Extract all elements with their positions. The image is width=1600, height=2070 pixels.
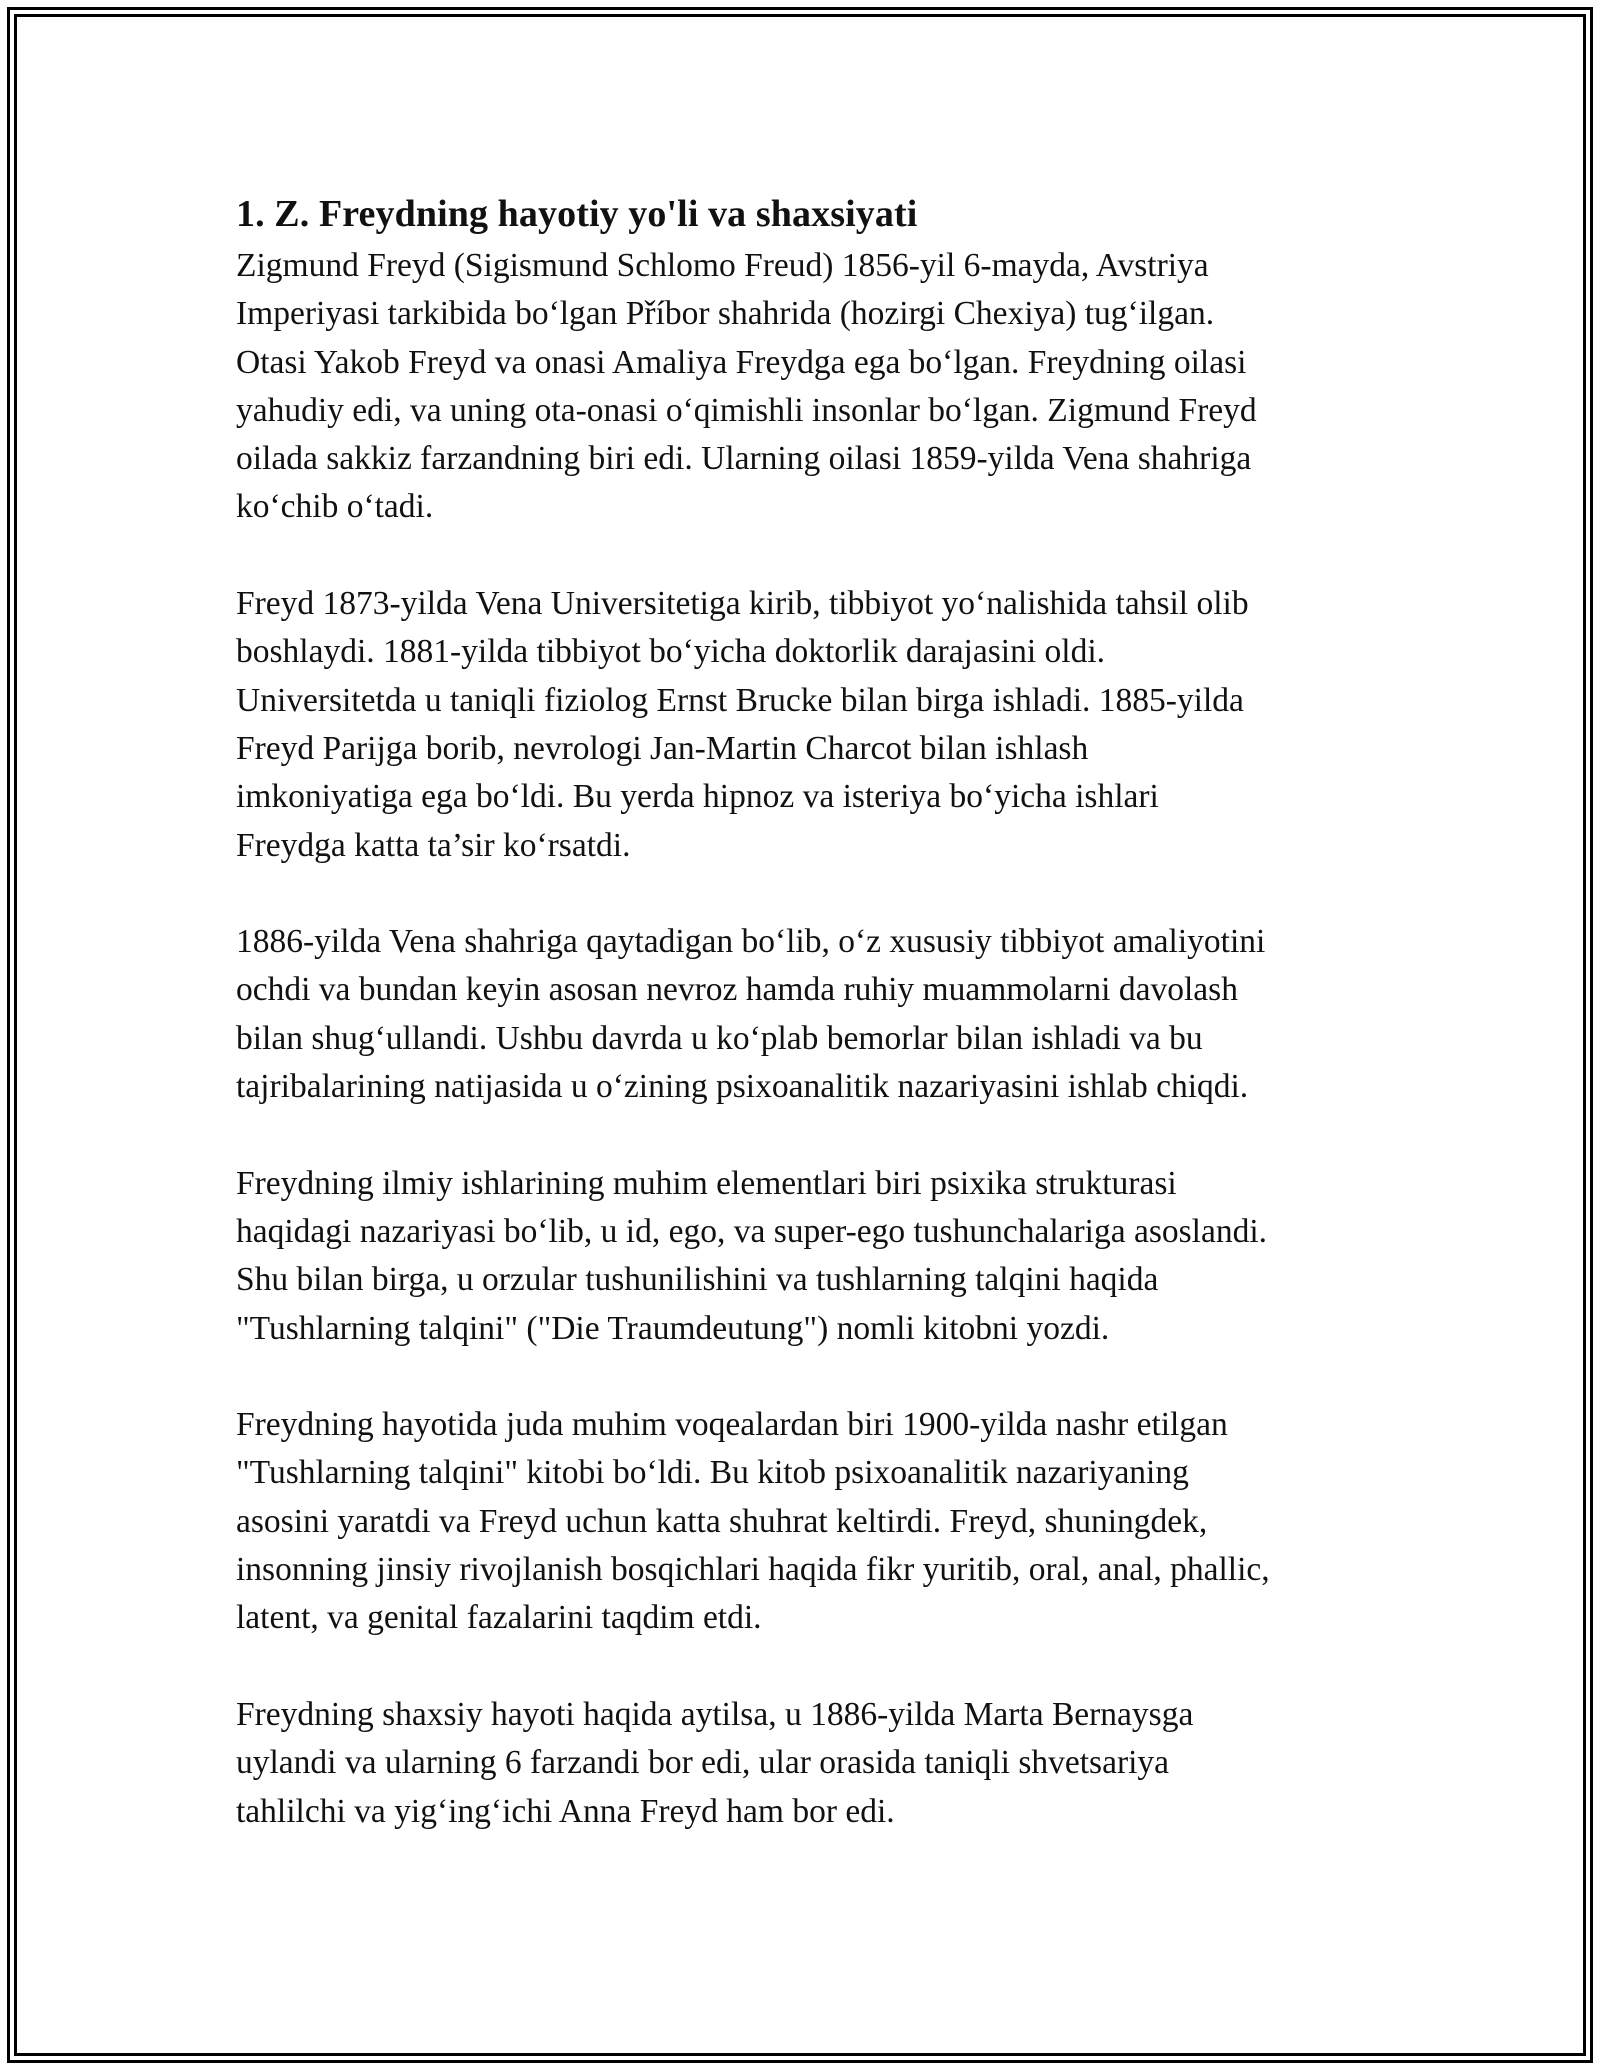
section-heading: 1. Z. Freydning hayotiy yo'li va shaxsiyati: [236, 193, 918, 235]
paragraph-line: Freydning ilmiy ishlarining muhim elementlari biri psixika strukturasi: [236, 1164, 1177, 1202]
paragraph-line: Freydga katta ta’sir ko‘rsatdi.: [236, 826, 631, 864]
paragraph-line: Freydning shaxsiy hayoti haqida aytilsa, u 1886-yilda Marta Bernaysga: [236, 1695, 1194, 1733]
paragraph-line: ochdi va bundan keyin asosan nevroz hamda ruhiy muammolarni davolash: [236, 971, 1238, 1009]
paragraph-line: yahudiy edi, va uning ota-onasi o‘qimishli insonlar bo‘lgan. Zigmund Freyd: [236, 391, 1257, 429]
paragraph-line: Imperiyasi tarkibida bo‘lgan Příbor shahrida (hozirgi Chexiya) tug‘ilgan.: [236, 295, 1215, 333]
paragraph-5: [236, 1401, 1386, 1642]
paragraph-line: Zigmund Freyd (Sigismund Schlomo Freud) 1856-yil 6-mayda, Avstriya: [236, 247, 1209, 284]
paragraph-line: oilada sakkiz farzandning biri edi. Ularning oilasi 1859-yilda Vena shahriga: [236, 440, 1252, 478]
paragraph-line: uylandi va ularning 6 farzandi bor edi, ular orasida taniqli shvetsariya: [236, 1744, 1170, 1782]
paragraph-line: asosini yaratdi va Freyd uchun katta shuhrat keltirdi. Freyd, shuningdek,: [236, 1502, 1208, 1540]
paragraph-line: Otasi Yakob Freyd va onasi Amaliya Freydga ega bo‘lgan. Freydning oilasi: [236, 343, 1247, 381]
paragraph-line: haqidagi nazariyasi bo‘lib, u id, ego, va super-ego tushunchalariga asoslandi.: [236, 1212, 1268, 1250]
paragraph-line: latent, va genital fazalarini taqdim etdi.: [236, 1599, 762, 1637]
paragraph-line: Freyd Parijga borib, nevrologi Jan-Martin Charcot bilan ishlash: [236, 729, 1089, 767]
paragraph-line: Shu bilan birga, u orzular tushunilishini va tushlarning talqini haqida: [236, 1261, 1159, 1299]
paragraph-line: "Tushlarning talqini" ("Die Traumdeutung") nomli kitobni yozdi.: [236, 1309, 1110, 1347]
paragraph-line: tajribalarining natijasida u o‘zining psixoanalitik nazariyasini ishlab chiqdi.: [236, 1068, 1249, 1106]
paragraph-3: [236, 918, 1386, 1111]
paragraph-line: Universitetda u taniqli fiziolog Ernst Brucke bilan birga ishladi. 1885-yilda: [236, 681, 1244, 719]
paragraph-line: boshlaydi. 1881-yilda tibbiyot bo‘yicha doktorlik darajasini oldi.: [236, 633, 1106, 671]
paragraphs-container: [236, 242, 1386, 1836]
paragraph-line: Freydning hayotida juda muhim voqealardan biri 1900-yilda nashr etilgan: [236, 1406, 1228, 1444]
paragraph-line: imkoniyatiga ega bo‘ldi. Bu yerda hipnoz va isteriya bo‘yicha ishlari: [236, 778, 1159, 816]
paragraph-line: bilan shug‘ullandi. Ushbu davrda u ko‘plab bemorlar bilan ishladi va bu: [236, 1019, 1203, 1057]
paragraph-line: insonning jinsiy rivojlanish bosqichlari haqida fikr yuritib, oral, anal, phallic,: [236, 1551, 1270, 1589]
paragraph-1: [236, 242, 1386, 532]
paragraph-line: 1886-yilda Vena shahriga qaytadigan bo‘lib, o‘z xususiy tibbiyot amaliyotini: [236, 923, 1266, 961]
paragraph-line: tahlilchi va yig‘ing‘ichi Anna Freyd ham bor edi.: [236, 1792, 895, 1830]
paragraph-line: Freyd 1873-yilda Vena Universitetiga kirib, tibbiyot yo‘nalishida tahsil olib: [236, 585, 1249, 623]
document-body: [236, 186, 1386, 1836]
paragraph-2: [236, 580, 1386, 870]
paragraph-4: [236, 1160, 1386, 1353]
paragraph-line: ko‘chib o‘tadi.: [236, 488, 434, 526]
paragraph-6: [236, 1691, 1386, 1836]
paragraph-line: "Tushlarning talqini" kitobi bo‘ldi. Bu kitob psixoanalitik nazariyaning: [236, 1454, 1189, 1492]
